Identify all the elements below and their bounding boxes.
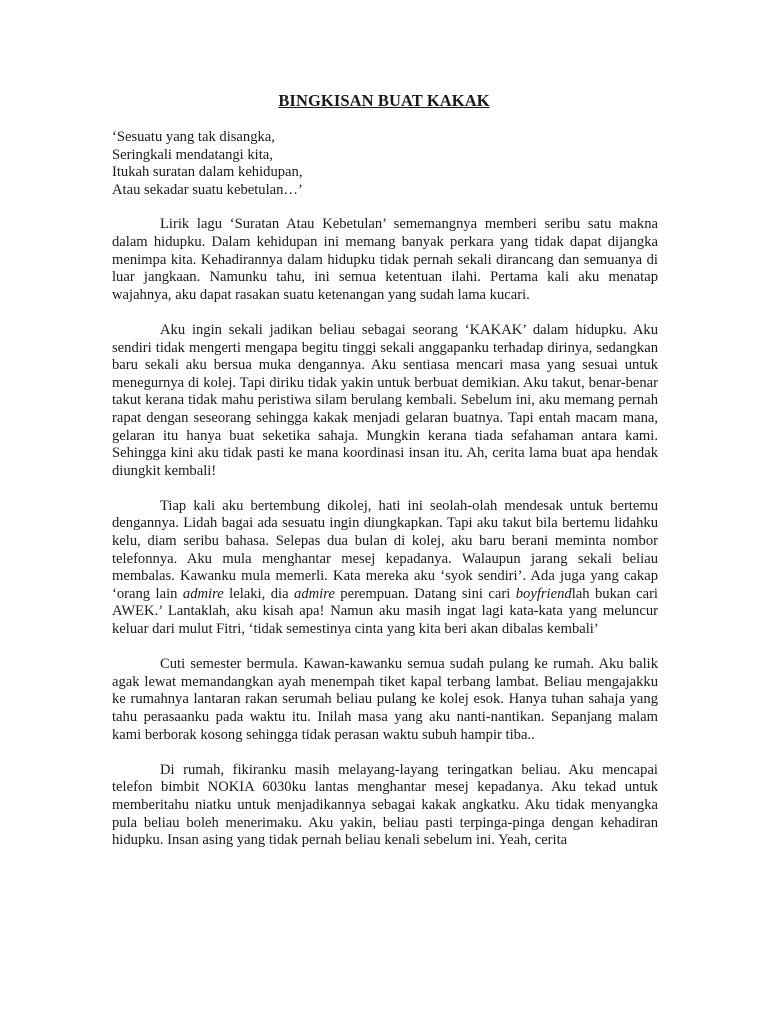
paragraph-3-text: perempuan. Datang sini cari bbox=[334, 585, 516, 602]
paragraph-3-text: Tiap kali aku bertembung dikolej, hati ini seolah-olah mendesak untuk bertemu dengannya. Lidah bagai ada sesuatu ingin diungkapkan. Tapi aku takut bila bertemu lidahku kelu, diam seribu bahasa. Selepas dua bulan di kolej, aku baru berani meminta nombor telefonnya. Aku mula menghantar mesej kepadanya. Walaupun jarang sekali beliau membalas. Kawanku mula memerli. Kata mereka aku ‘syok sendiri’. Ada juga yang cakap ‘orang lain bbox=[112, 497, 658, 602]
poem-line: Seringkali mendatangi kita, bbox=[112, 146, 273, 163]
paragraph-3 bbox=[112, 498, 658, 639]
paragraph-5: Di rumah, fikiranku masih melayang-layang teringatkan beliau. Aku mencapai telefon bimbit NOKIA 6030ku lantas menghantar mesej kepadanya. Aku tekad untuk memberitahu niatku untuk menjadikannya sebagai kakak angkatku. Aku tidak menyangka pula beliau boleh menerimaku. Aku yakin, beliau pasti terpinga-pinga dengan kehadiran hidupku. Insan asing yang tidak pernah beliau kenali sebelum ini. Yeah, cerita bbox=[112, 761, 658, 849]
italic-word: boyfriend bbox=[515, 585, 572, 602]
poem-line: Atau sekadar suatu kebetulan…’ bbox=[112, 181, 303, 198]
document-body bbox=[112, 129, 658, 850]
paragraph-3-text: lelaki, dia bbox=[223, 585, 295, 602]
poem-line: Itukah suratan dalam kehidupan, bbox=[112, 164, 303, 181]
paragraph-3-text: lah bukan cari AWEK.’ Lantaklah, aku kisah apa! Namun aku masih ingat lagi kata-kata yang meluncur keluar dari mulut Fitri, ‘tidak semestinya cinta yang kita beri akan dibalas kembali’ bbox=[112, 585, 658, 638]
italic-word: admire bbox=[294, 585, 335, 602]
italic-word: admire bbox=[182, 585, 224, 602]
poem-line: ‘Sesuatu yang tak disangka, bbox=[112, 129, 275, 145]
poem-stanza bbox=[112, 129, 658, 199]
document-title: BINGKISAN BUAT KAKAK bbox=[278, 91, 490, 110]
paragraph-1: Lirik lagu ‘Suratan Atau Kebetulan’ sememangnya memberi seribu satu makna dalam hidupku. Dalam kehidupan ini memang banyak perkara yang tidak dapat dijangka menimpa kita. Kehadirannya dalam hidupku tidak pernah sekali dirancang dan semuanya di luar jangkaan. Namunku tahu, ini semua ketentuan ilahi. Pertama kali aku menatap wajahnya, aku dapat rasakan suatu ketenangan yang sudah lama kucari. bbox=[112, 216, 658, 303]
paragraph-2: Aku ingin sekali jadikan beliau sebagai seorang ‘KAKAK’ dalam hidupku. Aku sendiri tidak mengerti mengapa begitu tinggi sekali anggapanku terhadap dirinya, sedangkan baru sekali aku bersua muka dengannya. Aku sentiasa mencari masa yang sesuai untuk menegurnya di kolej. Tapi diriku tidak yakin untuk berbuat demikian. Aku takut, benar-benar takut kerana tidak mahu peristiwa silam berulang kembali. Sebelum ini, aku memang pernah rapat dengan seseorang sehingga kakak menjadi gelaran buatnya. Tapi entah macam mana, gelaran itu hanya buat seketika sahaja. Mungkin kerana tiada sefahaman antara kami. Sehingga kini aku tidak pasti ke mana koordinasi insan itu. Ah, cerita lama buat apa hendak diungkit kembali! bbox=[112, 321, 658, 479]
paragraph-4: Cuti semester bermula. Kawan-kawanku semua sudah pulang ke rumah. Aku balik agak lewat memandangkan ayah menempah tiket kapal terbang lambat. Beliau mengajakku ke rumahnya lantaran rakan serumah beliau pulang ke kolej esok. Hanya tuhan sahaja yang tahu perasaanku pada waktu itu. Inilah masa yang aku nanti-nantikan. Sepanjang malam kami berborak kosong sehingga tidak perasan waktu subuh hampir tiba.. bbox=[112, 656, 658, 743]
